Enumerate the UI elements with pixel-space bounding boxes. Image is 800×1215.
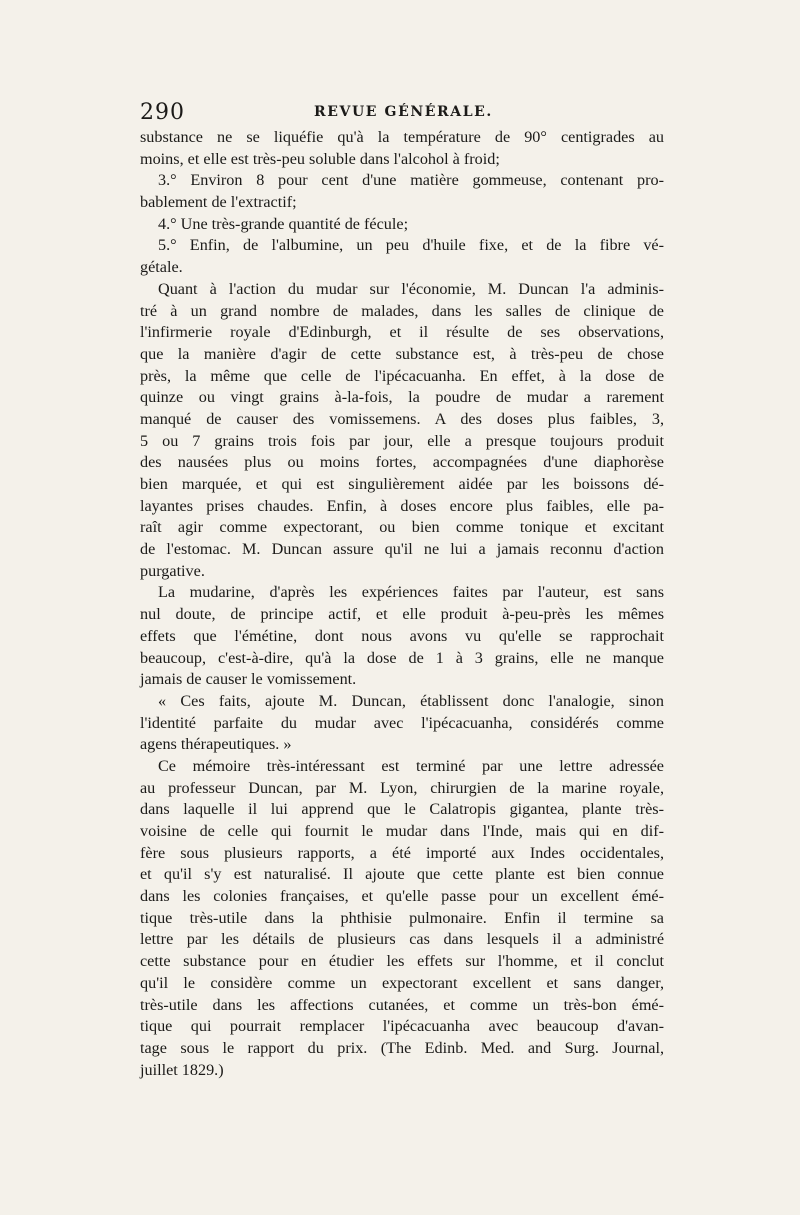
text-line: 5 ou 7 grains trois fois par jour, elle a presque toujours produit (140, 431, 664, 450)
text-line: gétale. (140, 258, 183, 277)
text-line: 3.° Environ 8 pour cent d'une matière gommeuse, contenant pro- (158, 171, 664, 190)
text-line: 4.° Une très-grande quantité de fécule; (158, 214, 409, 233)
text-line: de l'estomac. M. Duncan assure qu'il ne lui a jamais reconnu d'action (140, 540, 664, 559)
text-line: moins, et elle est très-peu soluble dans l'alcohol à froid; (140, 149, 500, 168)
text-line: dans les colonies françaises, et qu'elle passe pour un excellent émé- (140, 887, 664, 906)
text-line: dans laquelle il lui apprend que le Calatropis gigantea, plante très- (140, 800, 664, 819)
text-line: près, la même que celle de l'ipécacuanha. En effet, à la dose de (140, 366, 664, 385)
text-line: cette substance pour en étudier les effets sur l'homme, et il conclut (140, 952, 664, 971)
text-line: et qu'il s'y est naturalisé. Il ajoute que cette plante est bien connue (140, 865, 664, 884)
text-line: quinze ou vingt grains à-la-fois, la poudre de mudar a rarement (140, 388, 664, 407)
text-line: La mudarine, d'après les expériences faites par l'auteur, est sans (158, 583, 664, 602)
text-line: « Ces faits, ajoute M. Duncan, établissent donc l'analogie, sinon (158, 691, 664, 710)
text-line: bien marquée, et qui est singulièrement aidée par les boissons dé- (140, 475, 664, 493)
text-line: tique qui pourrait remplacer l'ipécacuanha avec beaucoup d'avan- (140, 1017, 664, 1036)
page-header (140, 100, 664, 124)
text-line: raît agir comme expectorant, ou bien comme tonique et excitant (140, 518, 664, 537)
text-line: des nausées plus ou moins fortes, accompagnées d'une diaphorèse (140, 453, 664, 472)
text-line: 5.° Enfin, de l'albumine, un peu d'huile fixe, et de la fibre vé- (158, 236, 664, 255)
text-line: tage sous le rapport du prix. (The Edinb. Med. and Surg. Journal, (140, 1038, 664, 1057)
text-line: l'infirmerie royale d'Edinburgh, et il résulte de ses observations, (140, 323, 664, 342)
text-line: très-utile dans les affections cutanées, et comme un très-bon émé- (140, 995, 664, 1014)
running-title: REVUE GÉNÉRALE. (314, 104, 493, 120)
text-line: qu'il le considère comme un expectorant excellent et sans danger, (140, 973, 664, 992)
text-line: manqué de causer des vomissemens. A des doses plus faibles, 3, (140, 409, 664, 428)
text-line: juillet 1829.) (140, 1060, 224, 1079)
text-line: agens thérapeutiques. » (140, 735, 292, 754)
body-text (140, 127, 664, 1081)
text-line: au professeur Duncan, par M. Lyon, chirurgien de la marine royale, (140, 778, 664, 797)
text-line: lettre par les détails de plusieurs cas dans lesquels il a administré (140, 930, 664, 949)
text-line: substance ne se liquéfie qu'à la température de 90° centigrades au (140, 128, 664, 146)
text-line: bablement de l'extractif; (140, 193, 297, 212)
text-line: purgative. (140, 561, 205, 580)
text-line: Quant à l'action du mudar sur l'économie, M. Duncan l'a adminis- (158, 279, 664, 298)
text-line: effets que l'émétine, dont nous avons vu qu'elle se rapprochait (140, 626, 664, 645)
text-line: layantes prises chaudes. Enfin, à doses encore plus faibles, elle pa- (140, 496, 664, 515)
text-line: tique très-utile dans la phthisie pulmonaire. Enfin il termine sa (140, 908, 664, 927)
text-line: que la manière d'agir de cette substance est, à très-peu de chose (140, 344, 664, 363)
text-line: Ce mémoire très-intéressant est terminé par une lettre adressée (158, 756, 664, 775)
text-line: nul doute, de principe actif, et elle produit à-peu-près les mêmes (140, 605, 664, 624)
text-line: tré à un grand nombre de malades, dans les salles de clinique de (140, 301, 664, 320)
text-line: beaucoup, c'est-à-dire, qu'à la dose de 1 à 3 grains, elle ne manque (140, 648, 664, 667)
text-line: jamais de causer le vomissement. (140, 670, 357, 689)
text-line: l'identité parfaite du mudar avec l'ipécacuanha, considérés comme (140, 713, 664, 732)
text-line: fère sous plusieurs rapports, a été importé aux Indes occidentales, (140, 843, 664, 862)
page-number: 290 (140, 100, 185, 125)
text-line: voisine de celle qui fournit le mudar dans l'Inde, mais qui en dif- (140, 822, 664, 840)
